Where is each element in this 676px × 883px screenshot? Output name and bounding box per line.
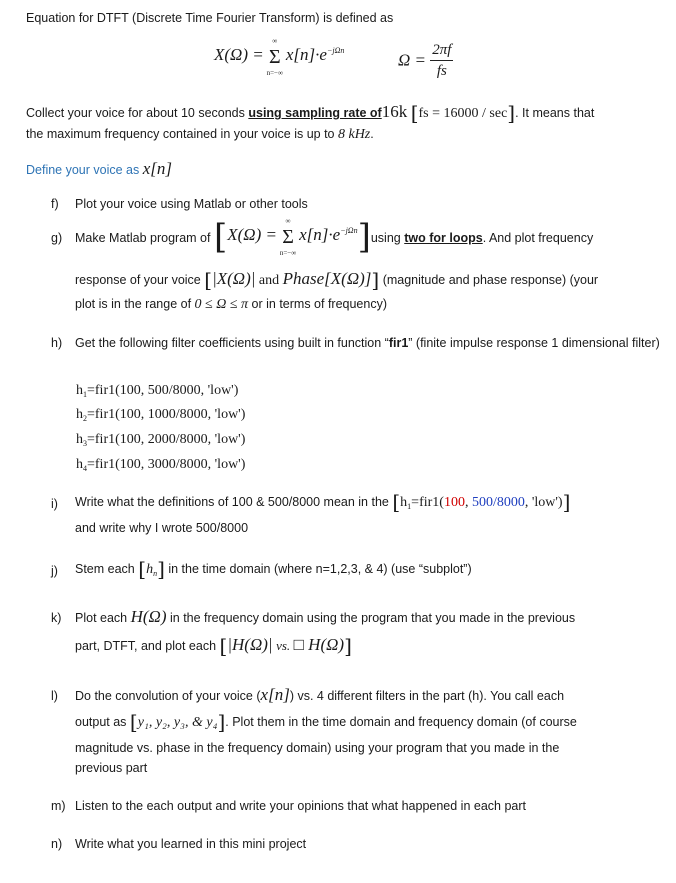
item-g-line3: plot is in the range of 0 ≤ Ω ≤ π or in terms of frequency) xyxy=(75,297,387,312)
item-label-i: i) xyxy=(51,497,58,511)
item-j: Stem each $[h_n]$ in the time domain (where n=1,2,3, & 4) (use “subplot”) xyxy=(75,557,472,581)
item-l-line3: magnitude vs. phase in the frequency domain) using your program that you made in the xyxy=(75,741,560,755)
item-label-f: f) xyxy=(51,197,59,211)
coefficient-h4: $h_4=fir1(100$, 3000/8000, 'low') xyxy=(76,457,246,473)
item-label-n: n) xyxy=(51,837,63,851)
define-voice: Define your voice as x[n] xyxy=(26,159,173,178)
item-f: Plot your voice using Matlab or other tools xyxy=(75,197,308,211)
item-label-l: l) xyxy=(51,689,58,703)
item-k: Plot each H(Ω) in the frequency domain using the program that you made in the previous xyxy=(75,607,576,626)
item-m: Listen to the each output and write your opinions that what happened in each part xyxy=(75,799,527,813)
item-label-k: k) xyxy=(51,611,62,625)
item-g: Make Matlab program of [X(Ω) = ∞ Σ n=−∞ $x[n]\cdot e^{-j\Omega n}]using$ two for loops. And plot frequency xyxy=(75,217,594,257)
item-k-line2: part, DTFT, and plot each [|H(Ω)| vs. □ H(Ω)] xyxy=(75,634,352,658)
omega-definition: Ω = $\frac{2\pi f}{fs}$ xyxy=(398,42,452,80)
item-label-h: h) xyxy=(51,336,63,350)
item-l-line2: output as [y₁, y₂, y₃, & y₄]. Plot them in the time domain and frequency domain (of course xyxy=(75,710,577,734)
item-g-line2: response of your voice [|X(Ω)| and Phase[X(Ω)]] (magnitude and phase response) (your xyxy=(75,268,599,292)
coefficient-h2: $h_2=fir1(100$, 1000/8000, 'low') xyxy=(76,407,246,423)
item-label-g: g) xyxy=(51,231,63,245)
item-l-line4: previous part xyxy=(75,761,148,775)
g-equation: X(Ω) = ∞ Σ n=−∞ $x[n]\cdot e^{-j\Omega n}$ xyxy=(227,217,358,257)
item-h: Get the following filter coefficients using built in function “fir1” (finite impulse response 1 dimensional filter) xyxy=(75,336,660,350)
item-i: Write what the definitions of 100 & 500/8000 mean in the [$h_1=fir1(100$, 500/8000, 'low')] xyxy=(75,490,571,514)
item-i-line2: and write why I wrote 500/8000 xyxy=(75,521,249,535)
collect-paragraph-line2: the maximum frequency contained in your voice is up to 8 kHz. xyxy=(26,127,374,142)
item-n: Write what you learned in this mini project xyxy=(75,837,307,851)
intro-text: Equation for DTFT (Discrete Time Fourier Transform) is defined as xyxy=(26,11,394,25)
collect-paragraph: Collect your voice for about 10 seconds using sampling rate of16k [fs = 16000 / sec]. It means that xyxy=(26,101,595,125)
item-label-m: m) xyxy=(51,799,66,813)
dtft-equation: X(Ω) = ∞ Σ n=−∞ $x[n]\cdot e^{-j\Omega n}$ xyxy=(214,37,345,77)
item-label-j: j) xyxy=(51,564,58,578)
coefficient-h1: $h_1=fir1(100$, 500/8000, 'low') xyxy=(76,383,239,399)
coefficient-h3: $h_3=fir1(100$, 2000/8000, 'low') xyxy=(76,432,246,448)
item-l: Do the convolution of your voice (x[n]) vs. 4 different filters in the part (h). You call each xyxy=(75,685,565,704)
